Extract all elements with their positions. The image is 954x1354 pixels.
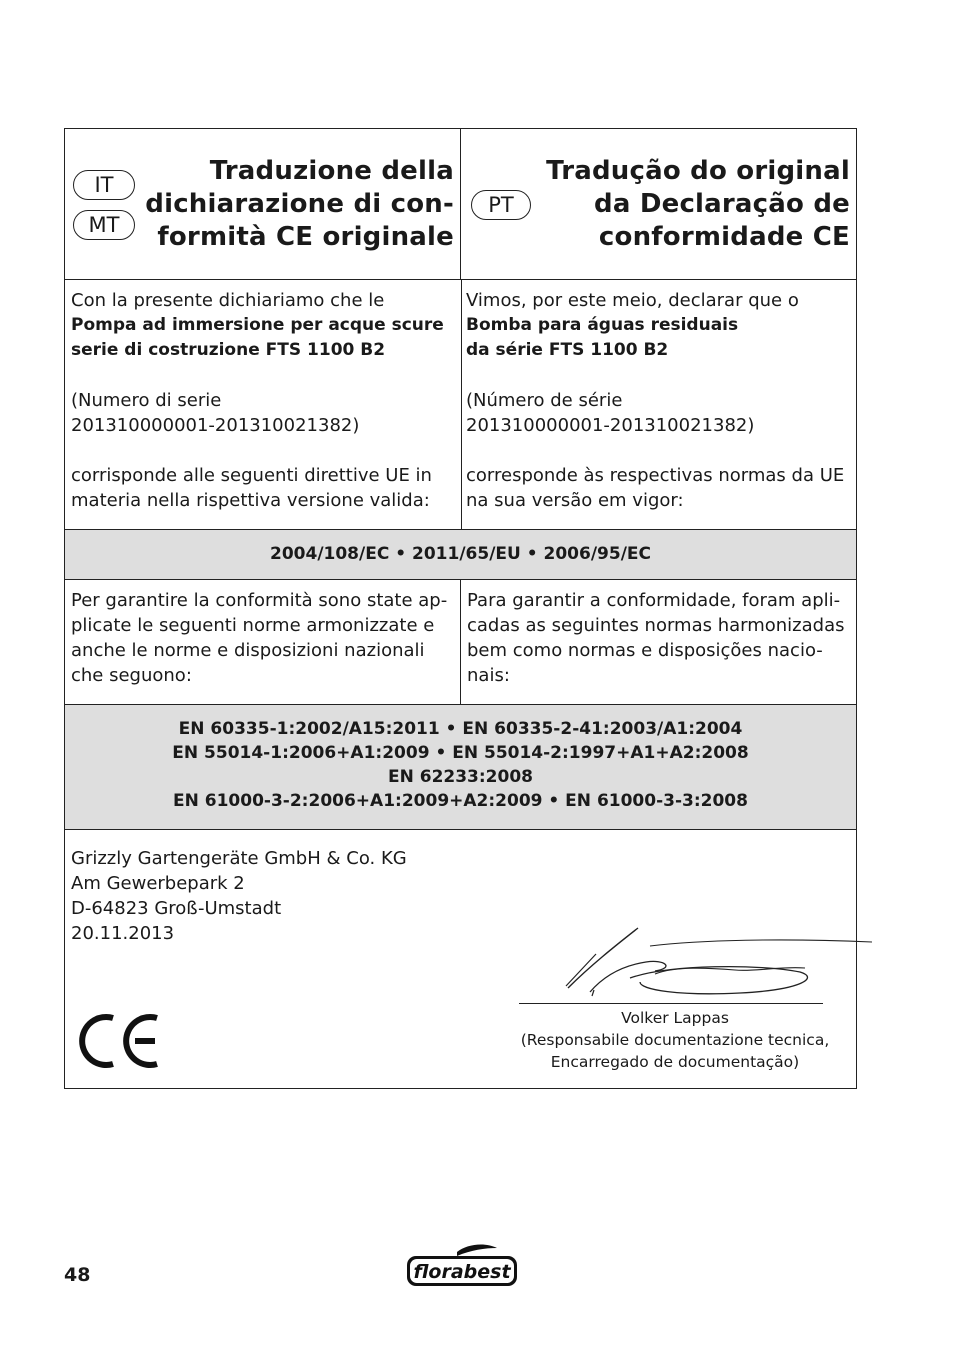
intro-portuguese: Vimos, por este meio, declarar que o Bomba para águas residuais da série FTS 1100 B2 (Número de série 201310000001-201310021382) corresponde às respectivas normas da UE na sua versão em vigor:	[461, 280, 856, 529]
company-address: Grizzly Gartengeräte GmbH & Co. KG Am Gewerbepark 2 D-64823 Groß-Umstadt 20.11.2013	[71, 848, 407, 944]
signature-line	[519, 1003, 823, 1004]
directives-list: 2004/108/EC • 2011/65/EU • 2006/95/EC	[65, 530, 856, 579]
norms-intro-portuguese: Para garantir a conformidade, foram apli- cadas as seguintes normas harmonizadas bem como normas e disposições nacio- nais:	[460, 580, 856, 704]
page-number: 48	[64, 1264, 91, 1286]
header-right	[460, 129, 856, 279]
florabest-logo	[405, 1244, 519, 1288]
language-badge-pt: PT	[471, 190, 531, 220]
norms-intro-italian: Per garantire la conformità sono state ap- plicate le seguenti norme armonizzate e anche le norme e disposizioni nazionali che seguono:	[71, 590, 448, 686]
header-left	[65, 129, 460, 279]
title-portuguese: Tradução do original da Declaração de conformidade CE	[546, 156, 850, 252]
norms-intro-row	[65, 579, 856, 704]
language-badge-mt: MT	[73, 210, 135, 240]
svg-text:florabest: florabest	[413, 1261, 511, 1283]
intro-row	[65, 279, 856, 529]
signature-row	[65, 829, 856, 1088]
directives-row	[65, 529, 856, 579]
intro-italian: Con la presente dichiariamo che le Pompa ad immersione per acque scure serie di costruzione FTS 1100 B2 (Numero di serie 201310000001-201310021382) corrisponde alle seguenti direttive UE in materia nella rispettiva versione valida:	[71, 290, 444, 511]
language-badge-it: IT	[73, 170, 135, 200]
signer-info: Volker Lappas (Responsabile documentazione tecnica, Encarregado de documentação)	[520, 1009, 830, 1071]
norms-row	[65, 704, 856, 829]
ce-mark-icon	[77, 1010, 159, 1072]
declaration-table	[64, 128, 857, 1089]
header-row	[65, 129, 856, 279]
title-italian: Traduzione della dichiarazione di con- formità CE originale	[145, 156, 454, 252]
signature-block	[65, 830, 856, 1088]
handwritten-signature	[560, 926, 880, 1004]
harmonized-norms: EN 60335-1:2002/A15:2011 • EN 60335-2-41:2003/A1:2004 EN 55014-1:2006+A1:2009 • EN 55014-2:1997+A1+A2:2008 EN 62233:2008 EN 61000-3-2:2006+A1:2009+A2:2009 • EN 61000-3-3:2008	[65, 705, 856, 829]
